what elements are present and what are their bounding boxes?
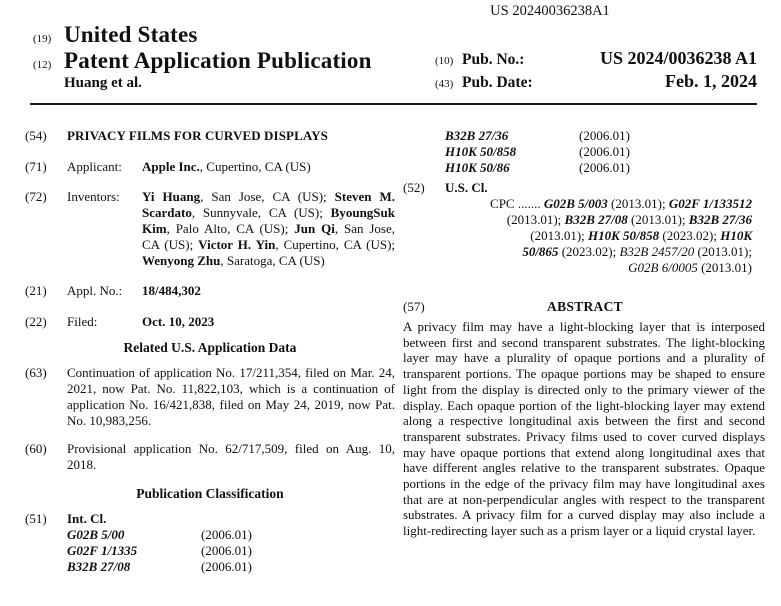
title-section — [25, 128, 395, 144]
cpc-code: B32B 2457/20 — [619, 244, 695, 259]
inid-code: (63) — [25, 365, 47, 380]
inid-code-52: (52) — [403, 180, 425, 195]
text-segment: , Palo Alto, CA (US); — [166, 221, 295, 236]
right-column — [403, 122, 765, 539]
classification-version: (2006.01) — [201, 559, 252, 574]
classification-entry — [403, 128, 765, 144]
text-segment: Yi Huang — [142, 189, 201, 204]
text-segment: Steven M. Scardato — [142, 189, 395, 220]
cpc-text: (2013.01); — [530, 228, 589, 243]
cpc-text: (2013.01); — [506, 212, 565, 227]
country-name: United States — [64, 22, 198, 47]
cpc-line — [445, 212, 752, 228]
applicant-value — [142, 159, 395, 175]
inid-code-57: (57) — [403, 299, 425, 314]
classification-code: B32B 27/08 — [67, 559, 131, 574]
cpc-line — [445, 228, 752, 244]
inid-code-72: (72) — [25, 189, 47, 204]
cpc-text: (2013.01); — [627, 212, 689, 227]
indent — [25, 559, 67, 575]
pub-no-value: US 2024/0036238 A1 — [599, 48, 757, 68]
int-cl-section — [25, 511, 395, 527]
related-data-item — [25, 441, 395, 473]
cpc-text: (2013.01); — [694, 244, 752, 259]
text-segment: Victor H. Yin — [198, 237, 276, 252]
appl-no-value: 18/484,302 — [142, 283, 201, 298]
text-segment: Wenyong Zhu — [142, 253, 221, 268]
pub-no-label: Pub. No.: — [462, 51, 525, 68]
cpc-text: (2013.01); — [607, 196, 669, 211]
indent — [25, 543, 67, 559]
text-segment: Jun Qi — [294, 221, 335, 236]
classification-code: H10K 50/86 — [445, 160, 510, 175]
header-left — [33, 22, 372, 91]
classification-entry — [25, 543, 395, 559]
cpc-line — [445, 260, 752, 276]
inid-code-71: (71) — [25, 159, 47, 174]
classification-version: (2006.01) — [579, 160, 630, 175]
document-type: Patent Application Publication — [64, 48, 372, 73]
inid-code-51: (51) — [25, 511, 47, 526]
related-data-heading: Related U.S. Application Data — [123, 340, 297, 355]
cpc-code: G02B 6/0005 — [628, 260, 698, 275]
int-cl-entries-right — [403, 128, 765, 176]
cpc-code: H10K 50/858 — [588, 228, 660, 243]
indent — [25, 527, 67, 543]
doc-type-line — [33, 48, 372, 74]
inventors-label: Inventors: — [67, 189, 120, 204]
inid-code-43: (43) — [435, 78, 454, 90]
appl-no-label: Appl. No.: — [67, 283, 123, 298]
inid-code-12: (12) — [33, 59, 52, 71]
classification-code: G02B 5/00 — [67, 527, 125, 542]
cpc-text: CPC ....... — [490, 196, 544, 211]
filed-value: Oct. 10, 2023 — [142, 314, 215, 329]
abstract-text: A privacy film may have a light-blocking layer that is interposed between first and second transparent substrates. The light-blocking layer may have a plurality of opaque portions and a plurality of transparent portions. The opaque portions may be shaped to ensure light from the display is directed only to the primary viewer of the display. Each opaque portion of the light-blocking layer may extend along a respective longitudinal axis between the first and second transparent substrates. Privacy films used to cover curved displays may have opaque portions that extend along longitudinal axes that have different angles relative to the transparent substrates. Opaque portions in the edge of the privacy film may have longitudinal axes that are at non-perpendicular angles with respect to the transparent substrates. A privacy film for a curved display may also include a light-redirecting layer such as a prism layer or a liquid crystal layer. — [403, 319, 765, 539]
text-segment: , Cupertino, CA (US); — [275, 237, 396, 252]
country-line — [33, 22, 372, 48]
classification-version: (2006.01) — [201, 543, 252, 558]
filed-section — [25, 314, 395, 330]
inventors-section — [25, 189, 395, 269]
abstract-section — [403, 299, 765, 315]
applicant-section — [25, 159, 395, 175]
cpc-line — [445, 244, 752, 260]
text-segment: , Sunnyvale, CA (US); — [191, 205, 331, 220]
indent — [403, 160, 445, 176]
inid-code: (60) — [25, 441, 47, 456]
document-number: US 20240036238A1 — [490, 3, 610, 19]
applicant-label: Applicant: — [67, 159, 122, 174]
classification-version: (2006.01) — [579, 128, 630, 143]
related-data-item — [25, 365, 395, 429]
appl-no-section — [25, 283, 395, 299]
indent — [403, 128, 445, 144]
classification-entry — [25, 527, 395, 543]
abstract-heading: ABSTRACT — [547, 299, 623, 314]
cpc-code: 50/865 — [522, 244, 559, 259]
text-segment: , San Jose, CA (US); — [200, 189, 335, 204]
related-data-text: Provisional application No. 62/717,509, filed on Aug. 10, 2018. — [67, 441, 395, 472]
author-citation: Huang et al. — [64, 75, 142, 91]
text-segment: , San Jose, CA (US); — [142, 221, 395, 252]
invention-title: PRIVACY FILMS FOR CURVED DISPLAYS — [67, 128, 328, 143]
classification-version: (2006.01) — [201, 527, 252, 542]
pub-no-line — [435, 50, 757, 69]
cpc-code: B32B 27/36 — [688, 212, 752, 227]
classification-version: (2006.01) — [579, 144, 630, 159]
int-cl-entries-left — [25, 527, 395, 575]
cpc-classification-block — [445, 196, 752, 276]
indent — [403, 144, 445, 160]
classification-code: H10K 50/858 — [445, 144, 517, 159]
inid-code-22: (22) — [25, 314, 47, 329]
related-data-list — [25, 365, 395, 473]
inid-code-54: (54) — [25, 128, 47, 143]
cpc-code: H10K — [720, 228, 752, 243]
pub-date-line — [435, 73, 757, 92]
classification-code: G02F 1/1335 — [67, 543, 138, 558]
text-segment: , Saratoga, CA (US) — [220, 253, 325, 268]
cpc-code: G02B 5/003 — [543, 196, 608, 211]
filed-label: Filed: — [67, 314, 98, 329]
cpc-text: (2023.02); — [659, 228, 721, 243]
header-right — [435, 50, 757, 96]
us-cl-label: U.S. Cl. — [445, 180, 488, 195]
publication-classification-heading: Publication Classification — [136, 486, 284, 501]
cpc-code: B32B 27/08 — [564, 212, 628, 227]
inid-code-19: (19) — [33, 33, 52, 45]
inid-code-10: (10) — [435, 55, 454, 67]
inventors-list — [142, 189, 395, 269]
text-segment: ByoungSuk Kim — [142, 205, 395, 236]
text-segment: , Cupertino, CA (US) — [199, 159, 311, 174]
classification-code: B32B 27/36 — [445, 128, 509, 143]
us-cl-section — [403, 180, 765, 196]
related-data-text: Continuation of application No. 17/211,354, filed on Mar. 24, 2021, now Pat. No. 11,822,103, which is a continuation of application No. 16/421,838, filed on May 24, 2019, now Pat. No. 10,983,256. — [67, 365, 395, 428]
classification-entry — [403, 160, 765, 176]
cpc-text: (2013.01) — [697, 260, 752, 275]
int-cl-label: Int. Cl. — [67, 511, 107, 526]
left-column — [25, 122, 395, 575]
cpc-line — [445, 196, 752, 212]
inid-code-21: (21) — [25, 283, 47, 298]
pub-date-label: Pub. Date: — [462, 74, 533, 91]
text-segment: Apple Inc. — [142, 159, 200, 174]
classification-entry — [25, 559, 395, 575]
cpc-code: G02F 1/133512 — [668, 196, 752, 211]
cpc-text: (2023.02); — [558, 244, 620, 259]
classification-entry — [403, 144, 765, 160]
header-divider — [30, 103, 757, 105]
pub-date-value: Feb. 1, 2024 — [665, 71, 757, 91]
